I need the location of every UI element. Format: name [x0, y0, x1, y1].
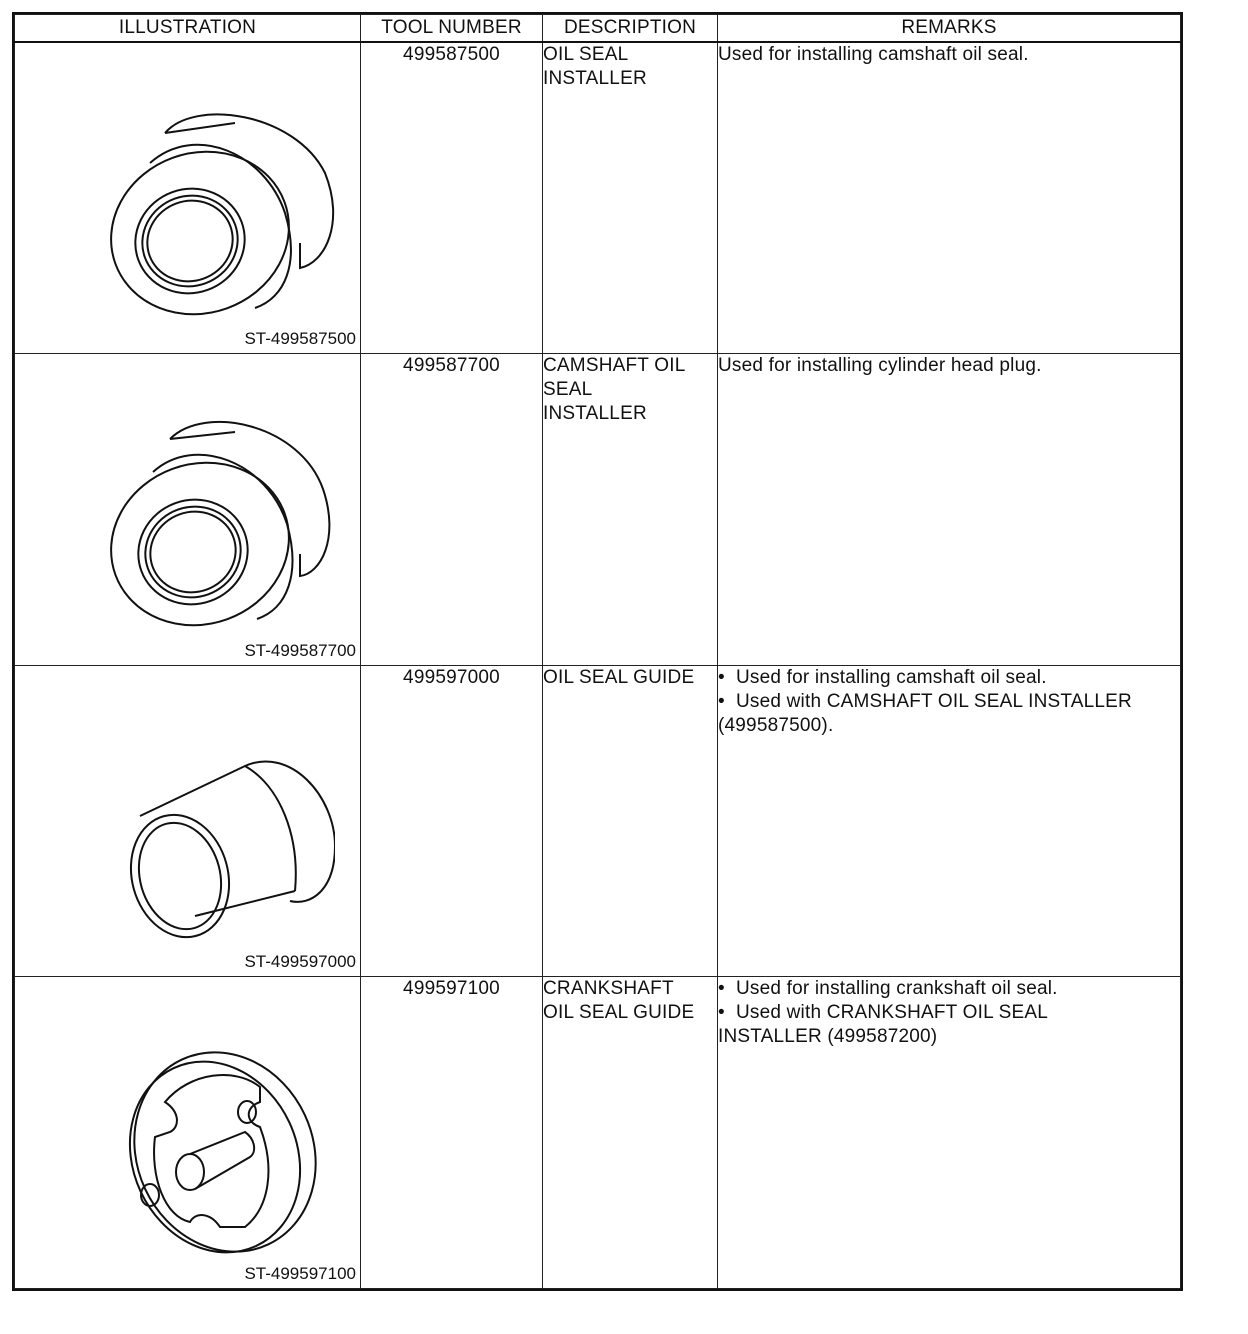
description-line: INSTALLER — [543, 403, 647, 425]
oil-seal-guide-illustration-icon — [95, 716, 335, 946]
header-tool-number: TOOL NUMBER — [361, 15, 543, 43]
description-cell — [543, 354, 718, 666]
illustration-code: ST-499587700 — [244, 640, 356, 660]
remark-bullet-item — [718, 977, 1180, 1001]
tool-number-cell: 499597100 — [361, 977, 543, 1289]
illustration-cell — [15, 42, 361, 354]
camshaft-oil-seal-installer-illustration-icon — [95, 404, 335, 634]
table-row — [15, 42, 1181, 354]
description-line: CAMSHAFT OIL — [543, 355, 686, 377]
bullet-icon: • — [718, 666, 725, 688]
description-cell — [543, 665, 718, 977]
remark-bullet-text: Used for installing camshaft oil seal. — [736, 666, 1047, 688]
description-line: OIL SEAL — [543, 44, 629, 65]
table-header-row — [15, 15, 1181, 43]
crankshaft-oil-seal-guide-illustration-icon — [95, 1027, 335, 1257]
bullet-icon: • — [718, 1002, 725, 1024]
header-remarks: REMARKS — [718, 15, 1181, 43]
description-line: SEAL — [543, 379, 593, 401]
description-line: OIL SEAL GUIDE — [543, 666, 695, 688]
special-tools-table-sheet — [12, 12, 1183, 1291]
tool-number-cell: 499597000 — [361, 665, 543, 977]
remarks-cell — [718, 665, 1181, 977]
remarks-cell — [718, 354, 1181, 666]
remark-bullet-item — [718, 690, 1180, 714]
table-row — [15, 665, 1181, 977]
remark-bullet-text: Used with CRANKSHAFT OIL SEAL — [736, 1002, 1049, 1024]
remark-line: Used for installing cylinder head plug. — [718, 355, 1042, 377]
remark-bullet-text: Used for installing crankshaft oil seal. — [736, 978, 1058, 1000]
remarks-cell — [718, 42, 1181, 354]
special-tools-table — [14, 14, 1181, 1289]
tool-number-cell: 499587500 — [361, 42, 543, 354]
remark-continuation: (499587500). — [718, 714, 834, 736]
description-line: INSTALLER — [543, 68, 647, 89]
remark-bullet-text: Used with CAMSHAFT OIL SEAL INSTALLER — [736, 690, 1132, 712]
description-cell — [543, 977, 718, 1289]
header-description: DESCRIPTION — [543, 15, 718, 43]
oil-seal-installer-illustration-icon — [95, 93, 335, 323]
illustration-code: ST-499587500 — [244, 329, 356, 349]
remarks-cell — [718, 977, 1181, 1289]
illustration-code: ST-499597000 — [244, 952, 356, 972]
description-line: CRANKSHAFT — [543, 978, 674, 1000]
tool-number-cell: 499587700 — [361, 354, 543, 666]
illustration-cell — [15, 665, 361, 977]
illustration-cell — [15, 354, 361, 666]
table-row — [15, 354, 1181, 666]
header-illustration: ILLUSTRATION — [15, 15, 361, 43]
description-line: OIL SEAL GUIDE — [543, 1002, 695, 1024]
remark-bullet-item — [718, 666, 1180, 690]
bullet-icon: • — [718, 978, 725, 1000]
remark-continuation: INSTALLER (499587200) — [718, 1026, 938, 1048]
illustration-cell — [15, 977, 361, 1289]
remark-line: Used for installing camshaft oil seal. — [718, 44, 1029, 65]
remark-bullet-item — [718, 1001, 1180, 1025]
table-row — [15, 977, 1181, 1289]
bullet-icon: • — [718, 690, 725, 712]
illustration-code: ST-499597100 — [244, 1264, 356, 1283]
description-cell — [543, 42, 718, 354]
